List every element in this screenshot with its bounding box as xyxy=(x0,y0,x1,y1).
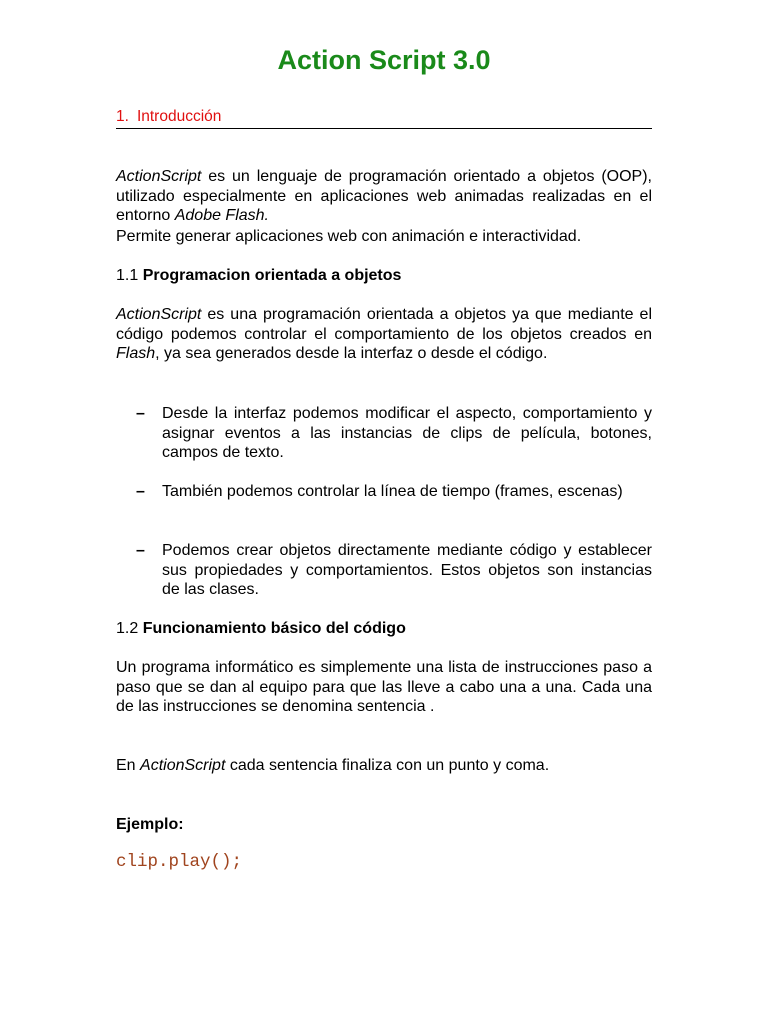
sub1-text-b: , ya sea generados desde la interfaz o desde el código. xyxy=(155,345,548,363)
bullet-item xyxy=(136,541,652,600)
intro-paragraph-1 xyxy=(116,167,652,226)
bullet-text: Desde la interfaz podemos modificar el aspecto, comportamiento y asignar eventos a las instancias de clips de película, botones, campos de texto. xyxy=(162,405,652,462)
sub1-paragraph xyxy=(116,305,652,364)
bullet-item xyxy=(136,404,652,463)
term-actionscript: ActionScript xyxy=(140,757,226,774)
subsection-heading-1-1 xyxy=(116,266,652,286)
term-adobe-flash: Adobe Flash. xyxy=(174,207,269,225)
subsection-label: Programacion orientada a objetos xyxy=(142,267,402,284)
subsection-number: 1.1 xyxy=(116,267,139,284)
term-actionscript: ActionScript xyxy=(116,168,202,185)
sub2-text-a: En xyxy=(116,757,141,774)
sub2-text-b: cada sentencia finaliza con un punto y coma. xyxy=(225,757,550,774)
bullet-dash: – xyxy=(136,483,145,500)
sub1-text-a: es una programación orientada a objetos ya que mediante el código podemos controlar el comportamiento de los objetos creados en xyxy=(116,306,652,343)
subsection-number: 1.2 xyxy=(116,620,139,637)
code-example: clip.play(); xyxy=(116,852,243,872)
term-actionscript: ActionScript xyxy=(116,306,202,323)
bullet-text: Podemos crear objetos directamente mediante código y establecer sus propiedades y comportamientos. Estos objetos son instancias de las clases. xyxy=(162,542,652,599)
term-flash: Flash xyxy=(116,345,156,363)
section-number: 1. xyxy=(116,108,129,125)
sub2-paragraph-2 xyxy=(116,756,652,776)
subsection-heading-1-2 xyxy=(116,619,652,639)
intro-text: es un lenguaje de programación orientado a objetos (OOP), utilizado especialmente en aplicaciones web animadas realizadas en el entorno xyxy=(116,168,652,225)
bullet-dash: – xyxy=(136,405,145,422)
example-label: Ejemplo: xyxy=(116,816,184,833)
section-heading xyxy=(116,107,652,129)
sub2-paragraph-1: Un programa informático es simplemente una lista de instrucciones paso a paso que se dan al equipo para que las lleve a cabo una a una. Cada una de las instrucciones se denomina sentencia . xyxy=(116,659,652,716)
bullet-item xyxy=(136,482,652,502)
intro-paragraph-2: Permite generar aplicaciones web con animación e interactividad. xyxy=(116,228,582,245)
bullet-text: También podemos controlar la línea de tiempo (frames, escenas) xyxy=(162,483,623,500)
document-title: Action Script 3.0 xyxy=(277,45,491,75)
subsection-label: Funcionamiento básico del código xyxy=(142,620,406,637)
bullet-dash: – xyxy=(136,542,145,559)
section-label: Introducción xyxy=(136,108,222,125)
